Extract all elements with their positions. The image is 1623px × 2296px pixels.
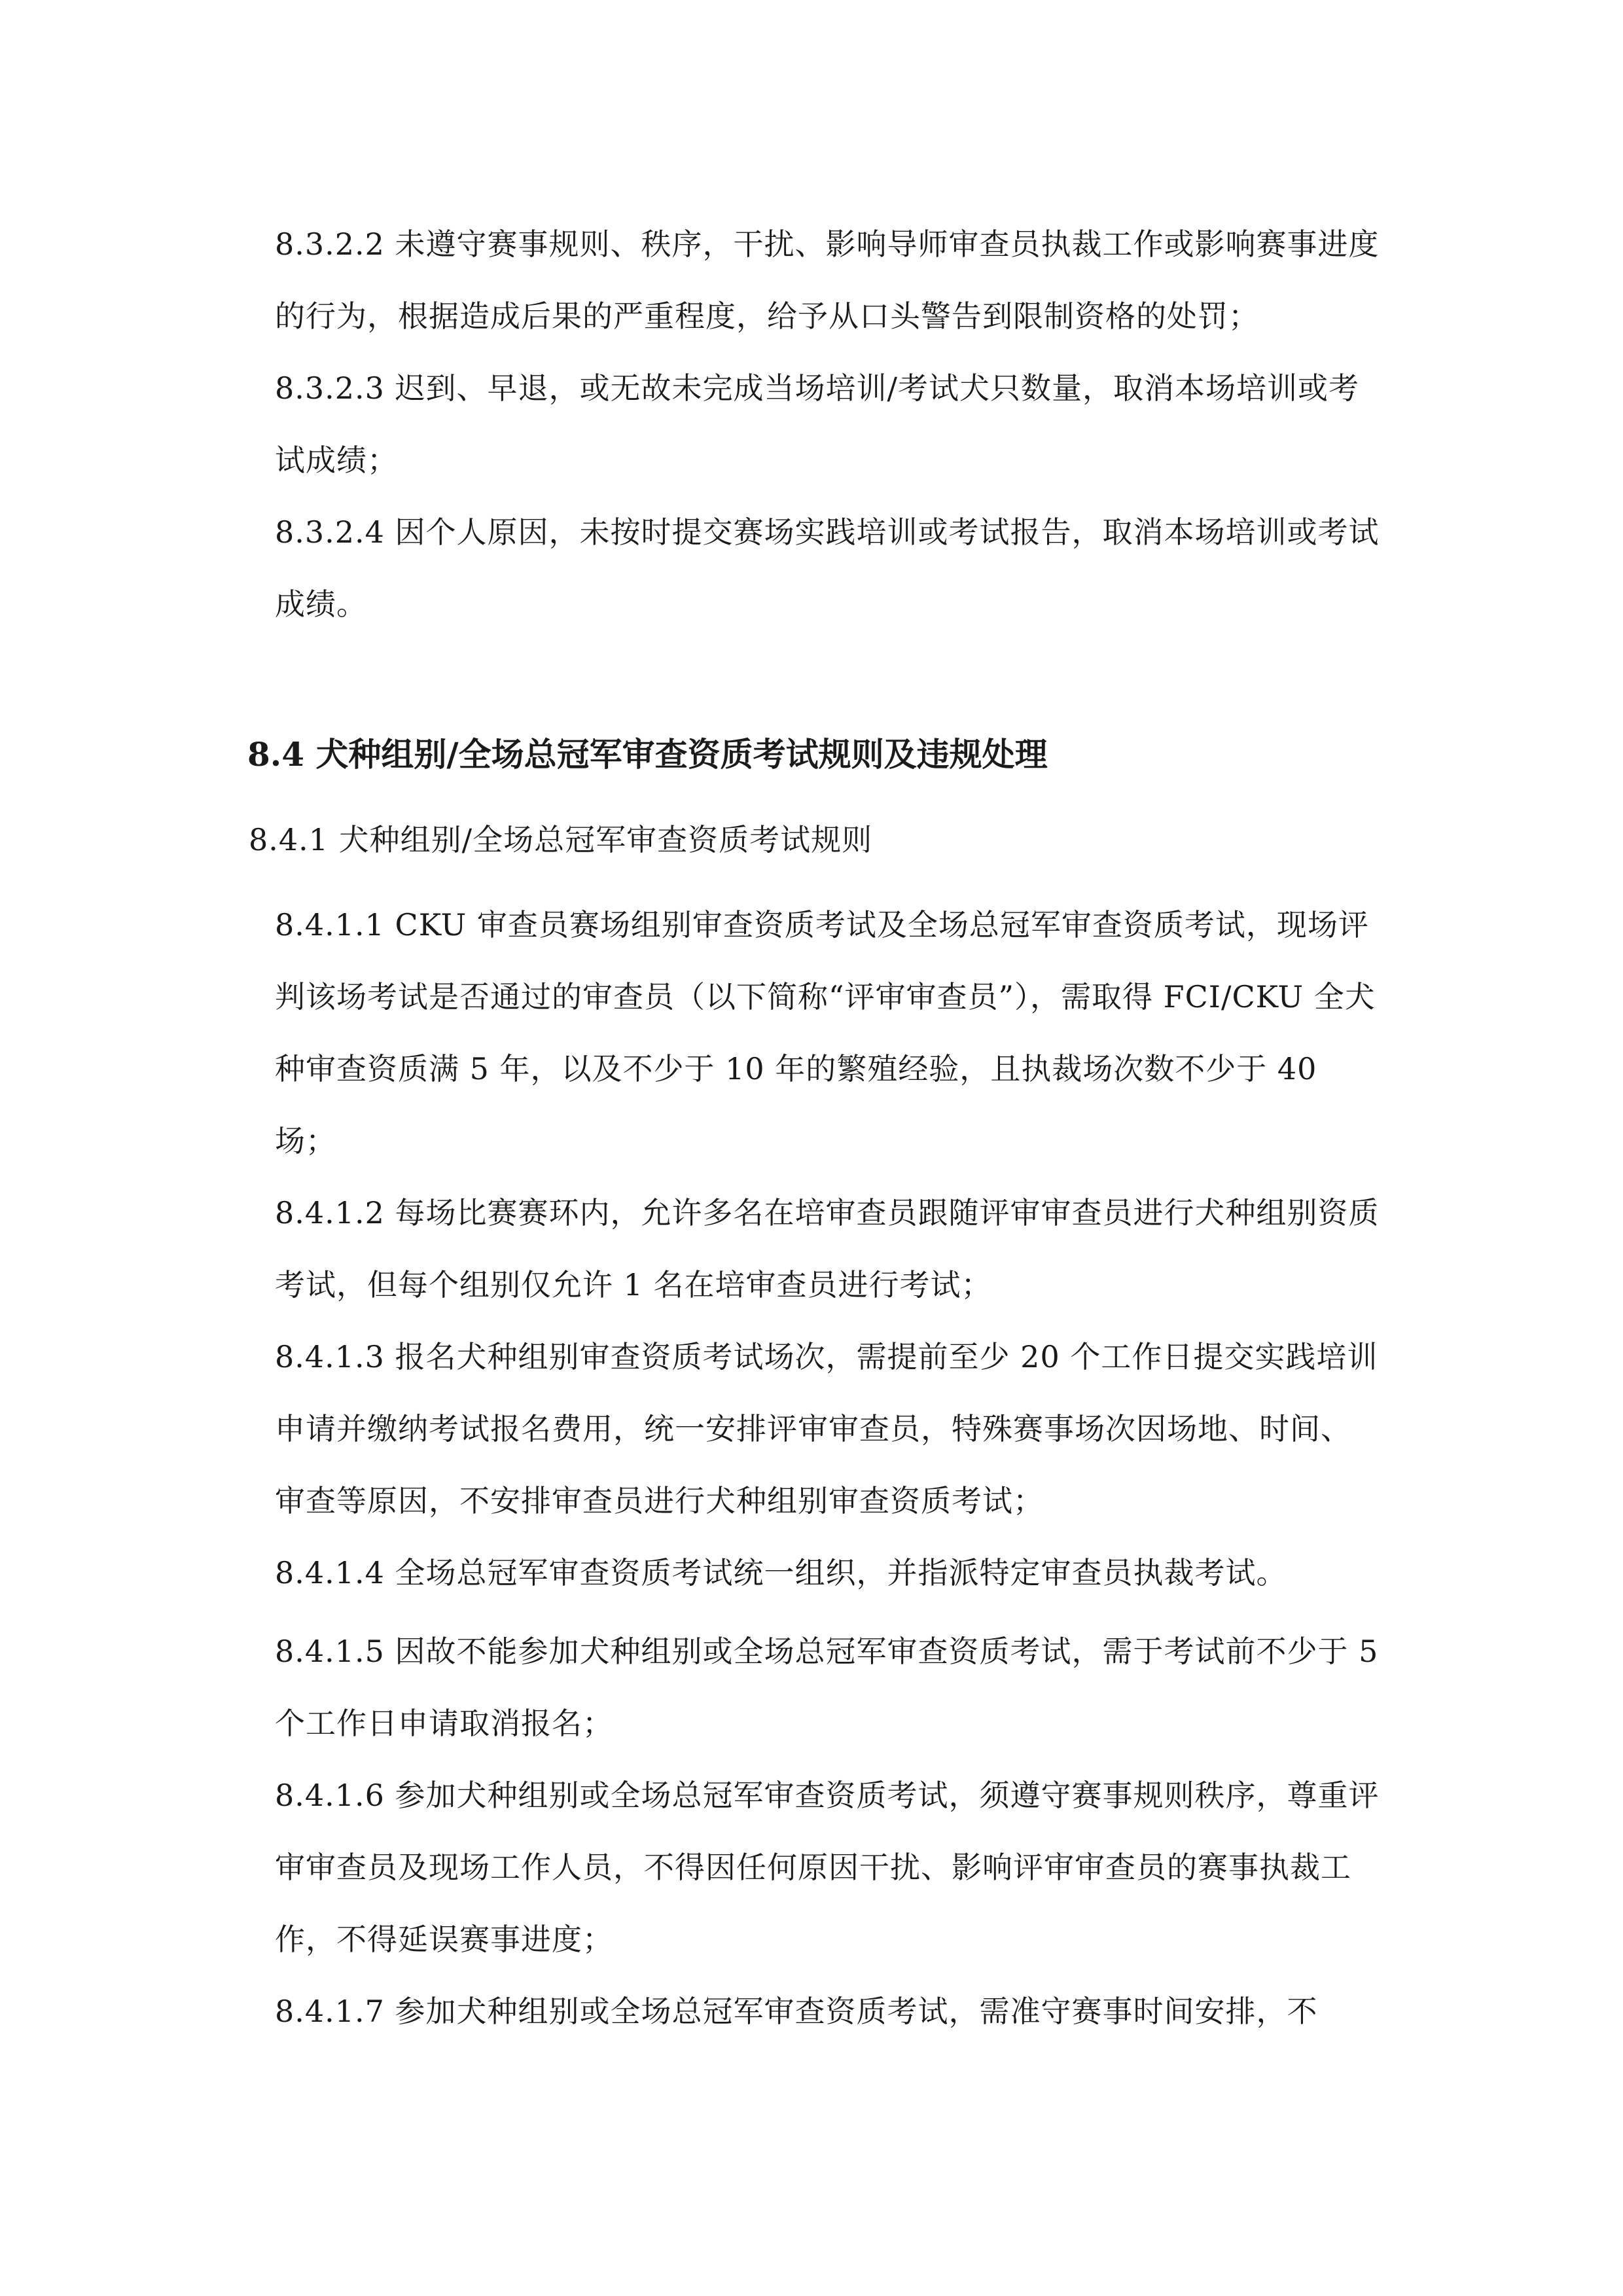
- paragraph-8-4-1-6: 8.4.1.6 参加犬种组别或全场总冠军审查资质考试，须遵守赛事规则秩序，尊重评审审查员及现场工作人员，不得因任何原因干扰、影响评审审查员的赛事执裁工作，不得延误赛事进度；: [275, 1778, 1380, 1957]
- paragraph-8-3-2-3: 8.3.2.3 迟到、早退，或无故未完成当场培训/考试犬只数量，取消本场培训或考试成绩；: [275, 370, 1360, 478]
- paragraph-8-4-1-5: 8.4.1.5 因故不能参加犬种组别或全场总冠军审查资质考试，需于考试前不少于 5 个工作日申请取消报名；: [275, 1634, 1379, 1741]
- paragraph-8-3-2-4: 8.3.2.4 因个人原因，未按时提交赛场实践培训或考试报告，取消本场培训或考试成绩。: [275, 514, 1380, 622]
- paragraph-8-4-1-2: 8.4.1.2 每场比赛赛环内，允许多名在培审查员跟随评审审查员进行犬种组别资质考试，但每个组别仅允许 1 名在培审查员进行考试；: [275, 1195, 1380, 1302]
- subsection-heading-8-4-1: 8.4.1 犬种组别/全场总冠军审查资质考试规则: [249, 822, 873, 857]
- section-heading-8-4: 8.4 犬种组别/全场总冠军审查资质考试规则及违规处理: [247, 735, 1048, 774]
- paragraph-8-4-1-7: 8.4.1.7 参加犬种组别或全场总冠军审查资质考试，需准守赛事时间安排，不: [275, 1994, 1318, 2029]
- paragraph-8-3-2-2: 8.3.2.2 未遵守赛事规则、秩序，干扰、影响导师审查员执裁工作或影响赛事进度的行为，根据造成后果的严重程度，给予从口头警告到限制资格的处罚；: [275, 226, 1380, 334]
- paragraph-8-4-1-4: 8.4.1.4 全场总冠军审查资质考试统一组织，并指派特定审查员执裁考试。: [275, 1555, 1287, 1590]
- paragraph-8-4-1-3: 8.4.1.3 报名犬种组别审查资质考试场次，需提前至少 20 个工作日提交实践培训申请并缴纳考试报名费用，统一安排评审审查员，特殊赛事场次因场地、时间、审查等原因，不安排审查员进行犬种组别审查资质考试；: [275, 1339, 1378, 1518]
- paragraph-8-4-1-1: 8.4.1.1 CKU 审查员赛场组别审查资质考试及全场总冠军审查资质考试，现场评判该场考试是否通过的审查员（以下简称“评审审查员”），需取得 FCI/CKU 全犬种审查资质满 5 年，以及不少于 10 年的繁殖经验，且执裁场次数不少于 40 场；: [275, 907, 1376, 1158]
